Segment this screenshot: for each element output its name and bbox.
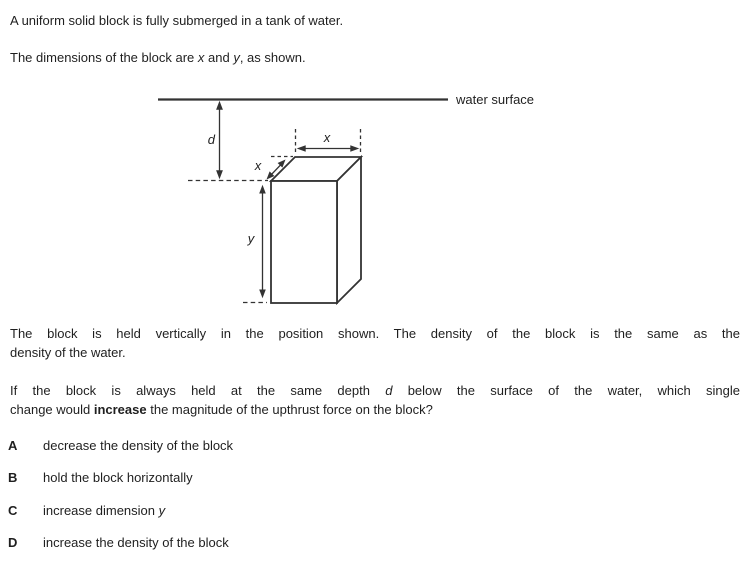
width-x-arrow [297,145,360,152]
depth-x-label: x [254,158,262,173]
intro-line-2-post: , as shown. [239,50,306,65]
option-b [8,468,728,487]
height-y-label: y [247,231,255,246]
stem-line-2-pre: change would [10,402,94,417]
body-para-1-line-1: The block is held vertically in the position shown. The density of the block is the same as the [10,326,740,341]
block [271,157,361,303]
question-stem-line-2 [10,400,740,419]
option-c-text [43,503,165,518]
option-c-text-var: y [158,503,166,518]
dimension-y-inline: y [233,50,240,65]
question-stem-line-1 [10,381,740,400]
option-b-text [43,470,193,485]
option-d-text-main: increase the density of the block [43,535,229,550]
arrowhead-right-icon [350,145,359,152]
arrowhead-up-icon [259,185,266,194]
arrowhead-up-icon [216,101,223,110]
stem-line-1-post: below the surface of the water, which single [392,383,740,398]
option-d [8,533,728,552]
stem-line-2-post: the magnitude of the upthrust force on the block? [146,402,433,417]
block-front-face [271,181,337,303]
option-a-text-main: decrease the density of the block [43,438,234,453]
body-para-1-line-2: density of the water. [10,345,126,360]
intro-line-2-mid: and [204,50,234,65]
intro-line-2-pre: The dimensions of the block are [10,50,198,65]
option-b-letter: B [8,470,18,485]
option-d-letter: D [8,535,18,550]
question-stem [10,381,740,419]
option-a [8,436,728,455]
depth-d-label: d [207,132,215,147]
intro-line-1: A uniform solid block is fully submerged in a tank of water. [10,13,344,28]
arrowhead-down-icon [216,170,223,179]
increase-emphasis: increase [93,402,147,417]
option-c-text-main: increase dimension [43,503,159,518]
water-surface-label: water surface [456,92,535,107]
height-y-arrow [259,185,266,299]
block-diagram [0,85,749,310]
depth-d-arrow [216,101,223,179]
option-a-text [43,438,233,453]
option-a-letter: A [8,438,18,453]
intro-line-2 [10,48,740,67]
option-c [8,501,728,520]
arrowhead-left-icon [297,145,306,152]
width-x-label: x [323,130,331,145]
option-c-letter: C [8,503,18,518]
stem-line-1-pre: If the block is always held at the same depth [10,383,386,398]
option-d-text [43,535,229,550]
block-right-face [337,157,361,303]
dimension-x-inline: x [197,50,205,65]
option-b-text-main: hold the block horizontally [43,470,193,485]
body-para-1 [10,324,740,362]
depth-d-inline: d [385,383,393,398]
arrowhead-down-icon [259,290,266,299]
